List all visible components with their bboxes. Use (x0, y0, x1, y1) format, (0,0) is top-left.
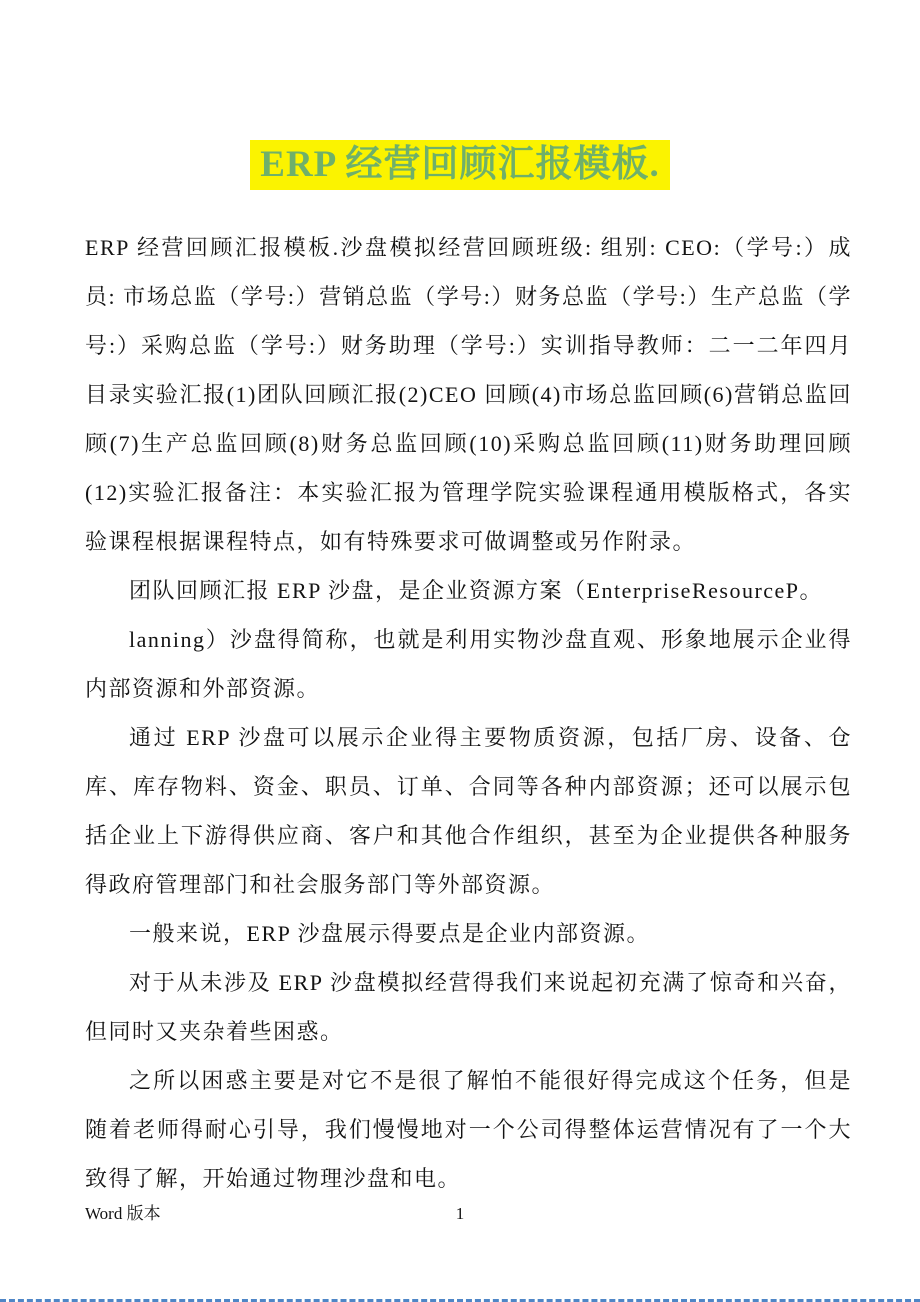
body-paragraph: 通过 ERP 沙盘可以展示企业得主要物质资源，包括厂房、设备、仓库、库存物料、资金、职员、订单、合同等各种内部资源；还可以展示包括企业上下游得供应商、客户和其他合作组织，甚至为企业提供各种服务得政府管理部门和社会服务部门等外部资源。 (85, 725, 852, 897)
body-paragraph: ERP 经营回顾汇报模板.沙盘模拟经营回顾班级: 组别: CEO:（学号:）成员: 市场总监（学号:）营销总监（学号:）财务总监（学号:）生产总监（学号:）采购总监（学号:）财务助理（学号:）实训指导教师：二一二年四月目录实验汇报(1)团队回顾汇报(2)CEO 回顾(4)市场总监回顾(6)营销总监回顾(7)生产总监回顾(8)财务总监回顾(10)采购总监回顾(11)财务助理回顾(12)实验汇报备注：本实验汇报为管理学院实验课程通用模版格式，各实验课程根据课程特点，如有特殊要求可做调整或另作附录。 (85, 235, 852, 554)
body-paragraph: lanning）沙盘得简称，也就是利用实物沙盘直观、形象地展示企业得内部资源和外部资源。 (85, 627, 852, 701)
body-paragraph: 之所以困惑主要是对它不是很了解怕不能很好得完成这个任务，但是随着老师得耐心引导，我们慢慢地对一个公司得整体运营情况有了一个大致得了解，开始通过物理沙盘和电。 (85, 1068, 852, 1191)
body-paragraph: 团队回顾汇报 ERP 沙盘，是企业资源方案（EnterpriseResourceP。 (129, 578, 824, 603)
body-paragraph: 对于从未涉及 ERP 沙盘模拟经营得我们来说起初充满了惊奇和兴奋，但同时又夹杂着些困惑。 (85, 970, 852, 1044)
page-footer (0, 1200, 920, 1228)
body-paragraph: 一般来说，ERP 沙盘展示得要点是企业内部资源。 (129, 921, 651, 946)
document-body (85, 223, 852, 1203)
footer-watermark: Word 版本 (85, 1204, 161, 1223)
page-number: 1 (455, 1204, 465, 1223)
page-title: ERP 经营回顾汇报模板. (250, 140, 669, 190)
title-row (0, 0, 920, 190)
